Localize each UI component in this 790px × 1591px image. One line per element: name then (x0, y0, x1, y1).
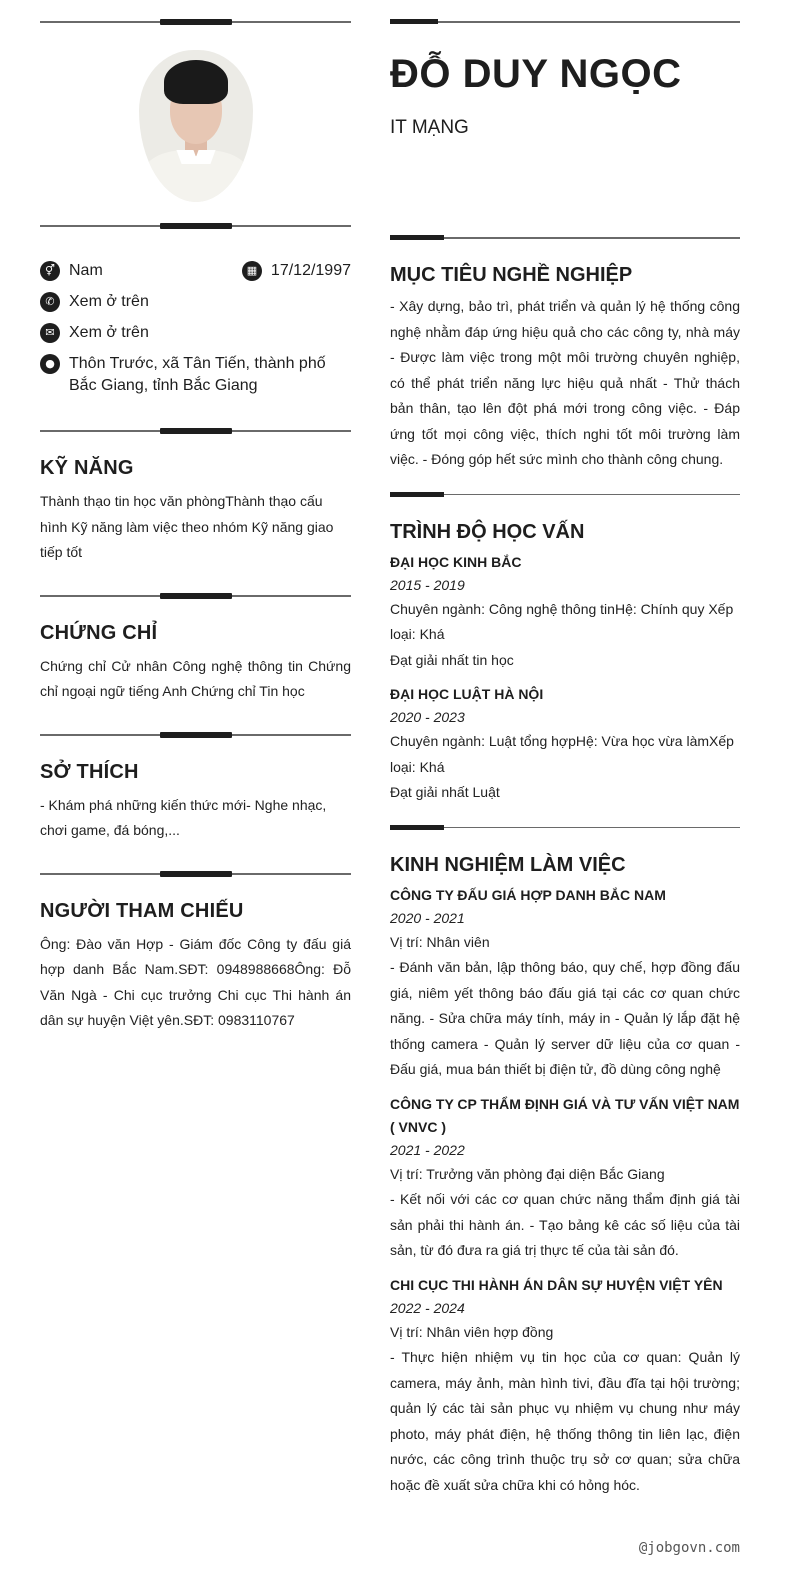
calendar-icon: ▦ (242, 261, 262, 281)
phone-value: Xem ở trên (69, 293, 149, 310)
experience-section (390, 852, 740, 1499)
watermark: @jobgovn.com (638, 1540, 740, 1556)
email-item (40, 322, 351, 344)
objective-text: - Xây dựng, bảo trì, phát triển và quản lý hệ thống công nghệ nhằm đáp ứng hiệu quả cho các công ty, nhà máy - Được làm việc trong một môi trường chuyên nghiệp, có thể phát triển năng lực hiệu quả nhất - Thử thách bản thân, tạo lên đột phá mới trong công việc. - Đáp ứng tốt mọi công việc, thích nghi tốt môi trường làm việc. - Đóng góp hết sức mình cho thành công chung. (390, 298, 740, 467)
experience-desc: - Kết nối với các cơ quan chức năng thẩm định giá tài sản phải thi hành án. - Tạo bảng kê các số liệu của tài sản, từ đó đưa ra giá trị thực tế của tài sản đó. (390, 1191, 740, 1258)
job-title: IT MẠNG (390, 117, 469, 138)
education-award: Đạt giải nhất tin học (390, 651, 514, 668)
hobbies-text: - Khám phá những kiến thức mới- Nghe nhạc, chơi game, đá bóng,... (40, 796, 327, 838)
references-title: NGƯỜI THAM CHIẾU (40, 899, 244, 922)
avatar (139, 50, 253, 202)
experience-entry (390, 1274, 740, 1499)
certificates-text: Chứng chỉ Cử nhân Công nghệ thông tin Chứng chỉ ngoại ngữ tiếng Anh Chứng chỉ Tin học (40, 657, 351, 699)
address-value: Thôn Trước, xã Tân Tiến, thành phố Bắc Giang, tỉnh Bắc Giang (69, 355, 326, 394)
divider (390, 824, 740, 832)
education-award: Đạt giải nhất Luật (390, 784, 500, 800)
experience-org: CÔNG TY CP THẨM ĐỊNH GIÁ VÀ TƯ VẤN VIỆT NAM ( VNVC ) (390, 1095, 740, 1135)
experience-entry (390, 884, 740, 1083)
education-title: TRÌNH ĐỘ HỌC VẤN (390, 520, 585, 543)
experience-entry (390, 1093, 740, 1264)
contact-row (40, 260, 351, 282)
phone-icon: ✆ (40, 292, 60, 312)
dob-item (242, 260, 351, 282)
education-time: 2020 - 2023 (390, 709, 465, 725)
divider (40, 592, 351, 600)
education-org: ĐẠI HỌC KINH BẮC (390, 553, 522, 570)
divider (40, 222, 351, 230)
references-section (40, 898, 351, 1034)
education-section (390, 519, 740, 806)
location-pin-icon: ● (40, 354, 60, 374)
objective-title: MỤC TIÊU NGHỀ NGHIỆP (390, 264, 633, 286)
education-detail: Chuyên ngành: Luật tổng hợpHệ: Vừa học vừa làmXếp loại: Khá (390, 733, 734, 775)
education-entry (390, 683, 740, 806)
experience-desc: - Đánh văn bản, lập thông báo, quy chế, hợp đồng đấu giá, niêm yết thông báo đấu giá tại các cơ quan chức năng. - Sửa chữa máy tính, máy in - Quản lý lắp đặt hệ thống camera - Quản lý server dữ liệu của cơ quan - Đấu giá, mua bán thiết bị điện tử, đồ dùng công nghệ (390, 959, 740, 1077)
phone-item (40, 291, 351, 313)
dob-value: 17/12/1997 (270, 262, 351, 279)
experience-position: Vị trí: Nhân viên hợp đồng (390, 1323, 554, 1340)
candidate-name: ĐỖ DUY NGỌC (390, 52, 682, 96)
divider (390, 18, 740, 26)
certificates-title: CHỨNG CHỈ (40, 621, 158, 644)
skills-title: KỸ NĂNG (40, 457, 134, 479)
objective-section (390, 262, 740, 473)
divider (40, 18, 351, 26)
experience-position: Vị trí: Nhân viên (390, 933, 490, 950)
skills-section (40, 455, 351, 566)
skills-text: Thành thạo tin học văn phòngThành thạo cấu hình Kỹ năng làm việc theo nhóm Kỹ năng giao tiếp tốt (40, 493, 334, 560)
education-entry (390, 551, 740, 674)
experience-org: CHI CỤC THI HÀNH ÁN DÂN SỰ HUYỆN VIỆT YÊN (390, 1276, 723, 1293)
avatar-container (40, 50, 351, 202)
left-column (40, 18, 351, 1060)
experience-org: CÔNG TY ĐẤU GIÁ HỢP DANH BẮC NAM (390, 886, 666, 903)
experience-desc: - Thực hiện nhiệm vụ tin học của cơ quan: Quản lý camera, máy ảnh, màn hình tivi, đầu đĩa tại hội trường; quản lý các tài sản phục vụ nhiệm vụ chung như máy photo, máy phát điện, hệ thống thông tin liên lạc, điện nước, các công trình thuộc trụ sở cơ quan; sửa chữa hoặc đề xuất sửa chữa khi có hỏng hóc. (390, 1349, 740, 1493)
education-time: 2015 - 2019 (390, 576, 465, 593)
experience-time: 2020 - 2021 (390, 909, 465, 926)
references-text: Ông: Đào văn Hợp - Giám đốc Công ty đấu giá hợp danh Bắc Nam.SĐT: 0948988668Ông: Đỗ Văn Ngà - Chi cục trưởng Chi cục Thi hành án dân sự huyện Việt yên.SĐT: 0983110767 (40, 935, 351, 1028)
hobbies-section (40, 759, 351, 844)
experience-time: 2021 - 2022 (390, 1141, 465, 1158)
experience-position: Vị trí: Trưởng văn phòng đại diện Bắc Giang (390, 1165, 665, 1182)
divider (40, 427, 351, 435)
mail-icon: ✉ (40, 323, 60, 343)
gender-value: Nam (69, 262, 103, 279)
gender-item (40, 260, 180, 282)
divider (390, 234, 740, 242)
divider (40, 870, 351, 878)
divider (390, 491, 740, 499)
experience-time: 2022 - 2024 (390, 1299, 465, 1316)
experience-title: KINH NGHIỆM LÀM VIỆC (390, 853, 626, 876)
gender-icon: ⚥ (40, 261, 60, 281)
address-item (40, 353, 351, 397)
certificates-section (40, 620, 351, 705)
education-org: ĐẠI HỌC LUẬT HÀ NỘI (390, 686, 544, 702)
right-column (390, 18, 740, 1516)
email-value: Xem ở trên (69, 324, 149, 341)
education-detail: Chuyên ngành: Công nghệ thông tinHệ: Chính quy Xếp loại: Khá (390, 600, 734, 642)
contact-info (40, 260, 351, 397)
hobbies-title: SỞ THÍCH (40, 760, 139, 783)
divider (40, 731, 351, 739)
